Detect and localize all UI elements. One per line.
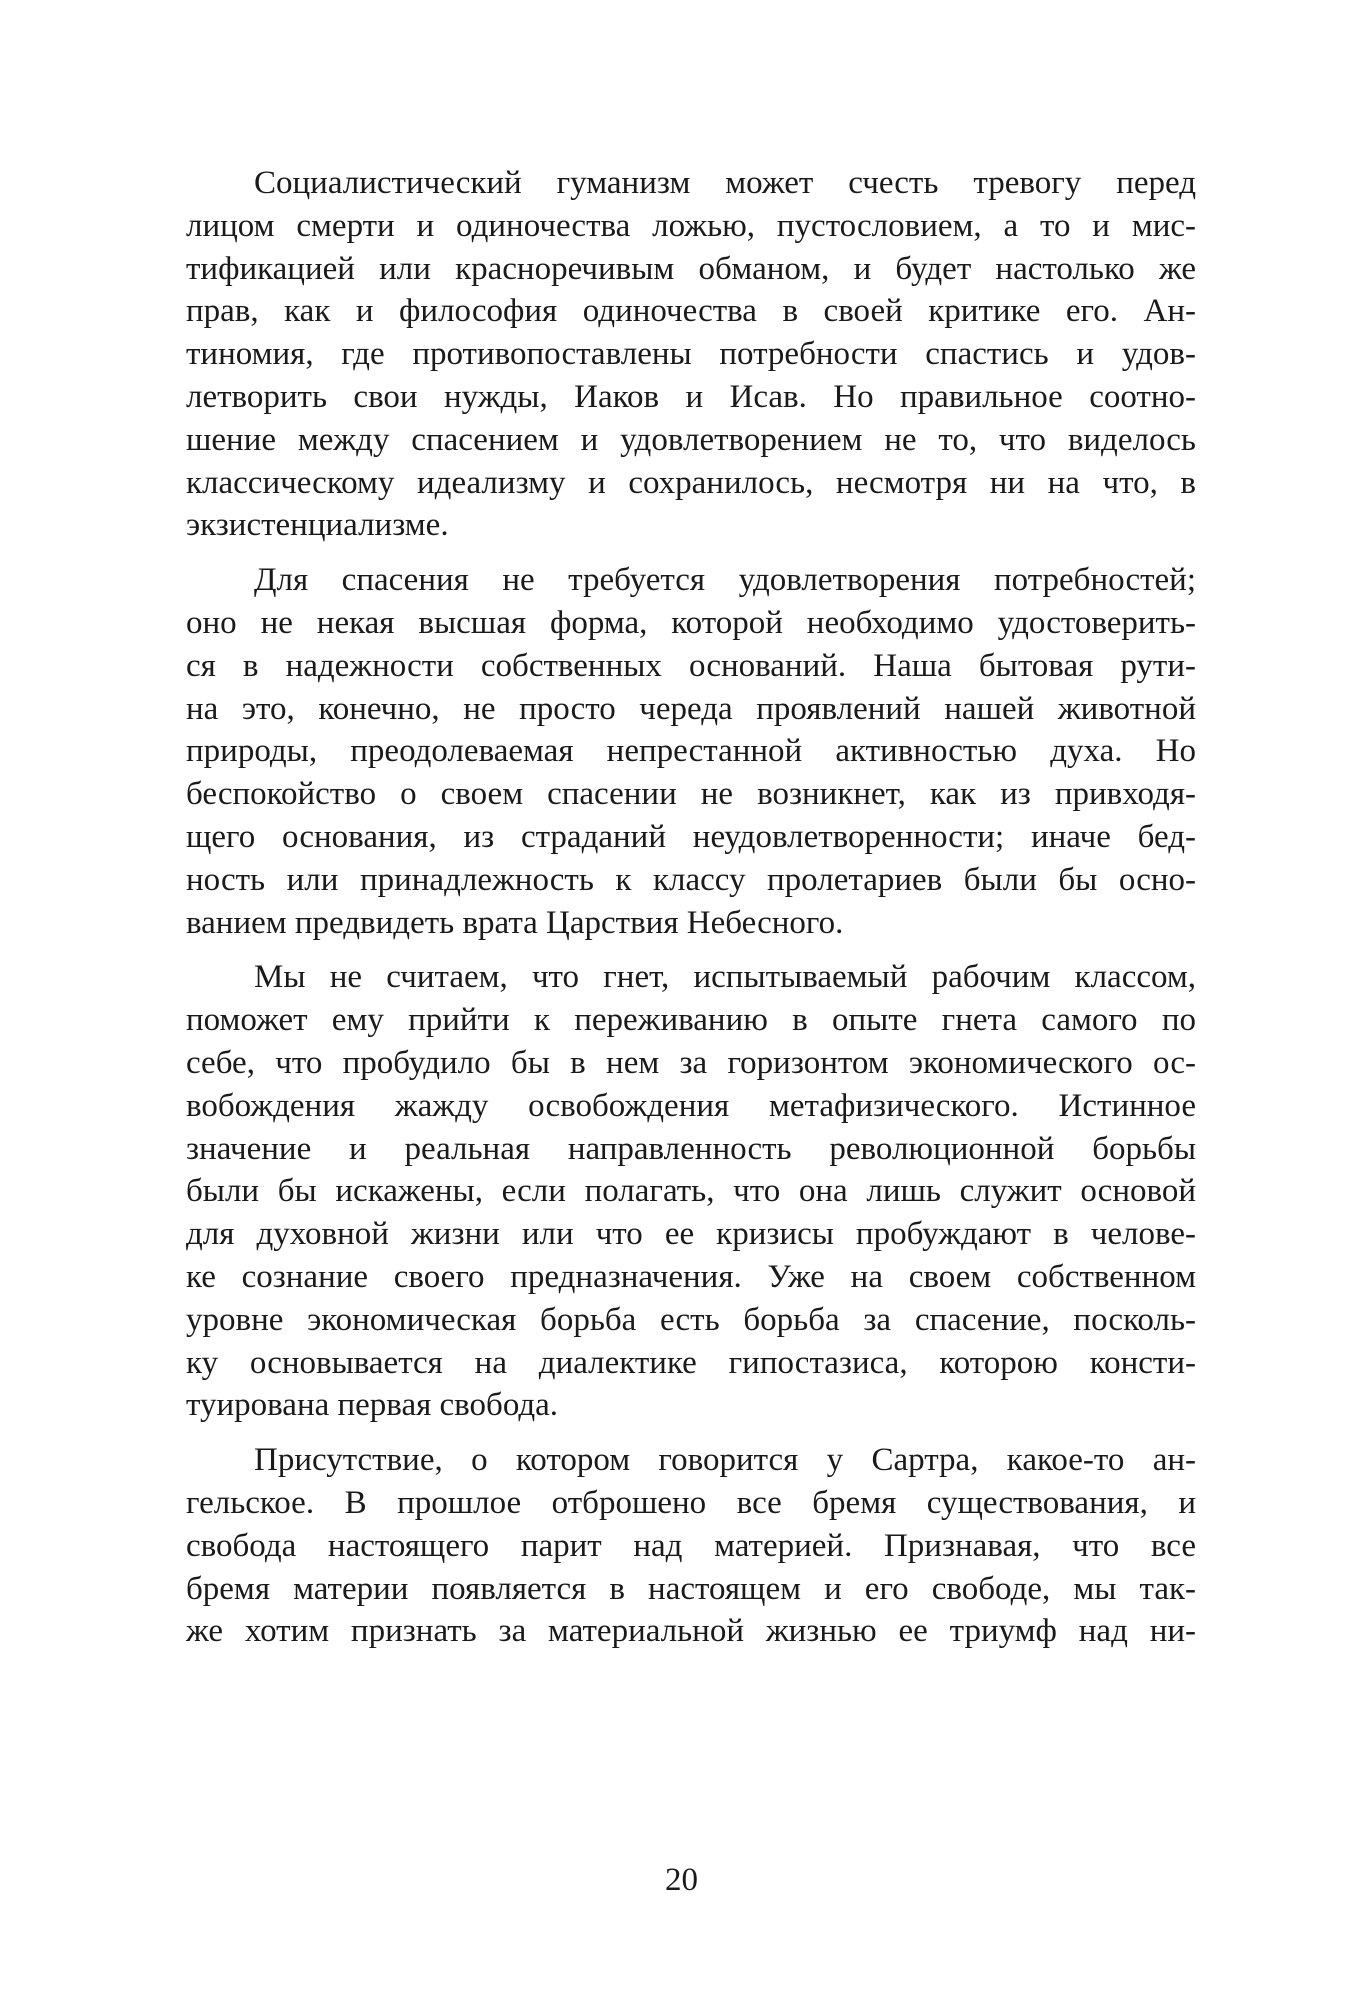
text-line: ванием предвидеть врата Царствия Небесного. bbox=[186, 904, 844, 941]
text-line: на это, конечно, не просто череда проявлений нашей животной bbox=[186, 690, 1196, 727]
text-line: уровне экономическая борьба есть борьба за спасение, посколь- bbox=[186, 1301, 1196, 1338]
paragraph bbox=[186, 559, 1196, 944]
paragraph bbox=[186, 956, 1196, 1427]
text-line: Присутствие, о котором говорится у Сартра, какое-то ан- bbox=[254, 1442, 1196, 1479]
text-line: летворить свои нужды, Иаков и Исав. Но правильное соотно- bbox=[186, 378, 1196, 415]
body-text bbox=[186, 162, 1196, 1665]
text-line: шение между спасением и удовлетворением не то, что виделось bbox=[186, 421, 1196, 458]
text-line: беспокойство о своем спасении не возникнет, как из привходя- bbox=[186, 776, 1196, 813]
paragraph bbox=[186, 162, 1196, 547]
text-line: для духовной жизни или что ее кризисы пробуждают в челове- bbox=[186, 1216, 1196, 1253]
text-line: тификацией или красноречивым обманом, и будет настолько же bbox=[186, 250, 1196, 287]
text-line: ность или принадлежность к классу пролетариев были бы осно- bbox=[186, 861, 1196, 898]
text-line: вобождения жажду освобождения метафизического. Истинное bbox=[186, 1087, 1196, 1124]
text-line: были бы искажены, если полагать, что она лишь служит основой bbox=[186, 1173, 1196, 1210]
text-line: экзистенциализме. bbox=[186, 507, 449, 544]
text-line: оно не некая высшая форма, которой необходимо удостоверить- bbox=[186, 604, 1196, 641]
text-line: прав, как и философия одиночества в своей критике его. Ан- bbox=[186, 293, 1196, 330]
text-line: природы, преодолеваемая непрестанной активностью духа. Но bbox=[186, 733, 1196, 770]
text-line: ке сознание своего предназначения. Уже на своем собственном bbox=[186, 1258, 1196, 1295]
text-line: лицом смерти и одиночества ложью, пустословием, а то и мис- bbox=[186, 207, 1196, 244]
text-line: поможет ему прийти к переживанию в опыте гнета самого по bbox=[186, 1002, 1196, 1039]
text-line: значение и реальная направленность революционной борьбы bbox=[186, 1130, 1196, 1167]
text-line: себе, что пробудило бы в нем за горизонтом экономического ос- bbox=[186, 1044, 1196, 1081]
paragraph bbox=[186, 1439, 1196, 1653]
text-line: гельское. В прошлое отброшено все бремя существования, и bbox=[186, 1484, 1196, 1521]
text-line: бремя материи появляется в настоящем и его свободе, мы так- bbox=[186, 1570, 1196, 1607]
text-line: Социалистический гуманизм может счесть тревогу перед bbox=[254, 165, 1196, 201]
text-line: щего основания, из страданий неудовлетворенности; иначе бед- bbox=[186, 818, 1196, 855]
page-number: 20 bbox=[665, 1862, 698, 1898]
text-line: Для спасения не требуется удовлетворения потребностей; bbox=[254, 562, 1196, 599]
text-line: тиномия, где противопоставлены потребности спастись и удов- bbox=[186, 336, 1196, 373]
text-line: ку основывается на диалектике гипостазиса, которою консти- bbox=[186, 1344, 1196, 1381]
text-line: туирована первая свобода. bbox=[186, 1387, 559, 1424]
text-line: Мы не считаем, что гнет, испытываемый рабочим классом, bbox=[254, 959, 1196, 996]
text-line: же хотим признать за материальной жизнью ее триумф над ни- bbox=[186, 1613, 1196, 1650]
text-line: классическому идеализму и сохранилось, несмотря ни на что, в bbox=[186, 464, 1196, 501]
text-line: свобода настоящего парит над материей. Признавая, что все bbox=[186, 1527, 1196, 1564]
text-line: ся в надежности собственных оснований. Наша бытовая рути- bbox=[186, 647, 1196, 684]
